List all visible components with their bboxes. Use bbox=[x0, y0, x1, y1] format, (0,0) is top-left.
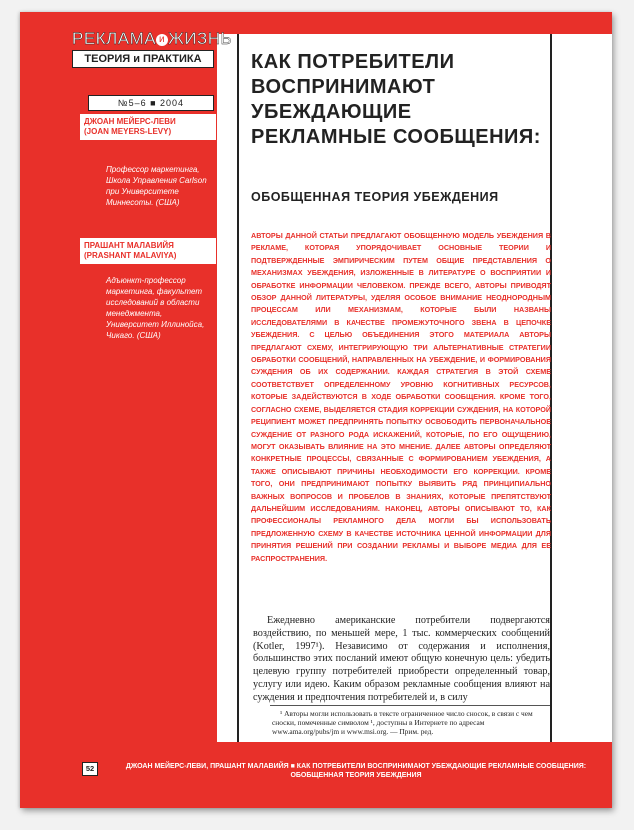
logo-word-1: РЕКЛАМА bbox=[72, 29, 157, 48]
author-2-box bbox=[80, 238, 216, 264]
author-1-name: ДЖОАН МЕЙЕРС-ЛЕВИ (JOAN MEYERS-LEVY) bbox=[84, 117, 176, 136]
article-title: КАК ПОТРЕБИТЕЛИ ВОСПРИНИМАЮТ УБЕЖДАЮЩИЕ РЕКЛАМНЫЕ СООБЩЕНИЯ: bbox=[251, 51, 541, 148]
footnote-divider bbox=[270, 705, 550, 706]
article-body: Ежедневно американские потребители подвергаются воздействию, по меньшей мере, 1 тыс. коммерческих сообщений (Kotler, 1997¹). Независимо от содержания и исполнения, большинство этих посланий имеют общую конечную цель: убедить целевую группу потребителей приобрести определенный товар, услугу или идею. Каким образом рекламные сообщения влияют на суждения и предпочтения потребителей и, в силу bbox=[253, 615, 550, 703]
logo-word-2: ЖИЗНЬ bbox=[168, 29, 233, 48]
running-footer: ДЖОАН МЕЙЕРС-ЛЕВИ, ПРАШАНТ МАЛАВИЙЯ ■ КАК ПОТРЕБИТЕЛИ ВОСПРИНИМАЮТ УБЕЖДАЮЩИЕ РЕКЛАМНЫЕ СООБЩЕНИЯ: ОБОБЩЕННАЯ ТЕОРИЯ УБЕЖДЕНИЯ bbox=[125, 763, 587, 779]
article-subtitle: ОБОБЩЕННАЯ ТЕОРИЯ УБЕЖДЕНИЯ bbox=[251, 190, 499, 204]
article-abstract: АВТОРЫ ДАННОЙ СТАТЬИ ПРЕДЛАГАЮТ ОБОБЩЕННУЮ МОДЕЛЬ УБЕЖДЕНИЯ В РЕКЛАМЕ, КОТОРАЯ УПОРЯДОЧИВАЕТ ОСНОВНЫЕ ТЕОРИИ И ПОДТВЕРЖДЕННЫЕ ЭМПИРИЧЕСКИМ ПУТЕМ ОБЩИЕ ПРЕДСТАВЛЕНИЯ О МЕХАНИЗМАХ УБЕЖДЕНИЯ, ИЗЛОЖЕННЫЕ В ЛИТЕРАТУРЕ О ВОСПРИЯТИИ И ОБРАБОТКЕ ИНФОРМАЦИИ ЧЕЛОВЕКОМ. ПРЕЖДЕ ВСЕГО, АВТОРЫ ПРИВОДЯТ ОБЗОР ДАННОЙ ЛИТЕРАТУРЫ, УДЕЛЯЯ ОСОБОЕ ВНИМАНИЕ НЕОДНОРОДНЫМ ПРОЦЕССАМ ИЛИ МЕХАНИЗМАМ, КОТОРЫЕ БЫЛИ НАЗВАНЫ ИССЛЕДОВАТЕЛЯМИ В КАЧЕСТВЕ ПРОМЕЖУТОЧНОГО ЗВЕНА В ЦЕПОЧКЕ УБЕЖДЕНИЯ. С ЦЕЛЬЮ ОБЪЕДИНЕНИЯ ЭТОГО МАТЕРИАЛА АВТОРЫ ПРЕДЛАГАЮТ СХЕМУ, ИНТЕГРИРУЮЩУЮ ТРИ АЛЬТЕРНАТИВНЫЕ СТРАТЕГИИ ОБРАБОТКИ СООБЩЕНИЙ, НАПРАВЛЕННЫХ НА УБЕЖДЕНИЕ, И ФОРМИРОВАНИЯ СУЖДЕНИЯ ОБ ИХ СОДЕРЖАНИИ. КАЖДАЯ СТРАТЕГИЯ В ЭТОЙ СХЕМЕ СООТВЕТСТВУЕТ ОПРЕДЕЛЕННОМУ УРОВНЮ КОГНИТИВНЫХ РЕСУРСОВ, КОТОРЫЕ ЗАДЕЙСТВУЮТСЯ В ХОДЕ ОБРАБОТКИ СООБЩЕНИЯ. КРОМЕ ТОГО, СОГЛАСНО СХЕМЕ, ВЫДЕЛЯЕТСЯ СТАДИЯ КОРРЕКЦИИ СУЖДЕНИЯ, НА КОТОРОЙ РЕЦИПИЕНТ МОЖЕТ ПРЕДПРИНЯТЬ ПОПЫТКУ ОСВОБОДИТЬ ПЕРВОНАЧАЛЬНОЕ СУЖДЕНИЕ ОТ РАЗНОГО РОДА ИСКАЖЕНИЙ, КОТОРЫЕ, ПО ЕГО ОЩУЩЕНИЮ, МОГУТ ОКАЗЫВАТЬ ВЛИЯНИЕ НА ЭТО МНЕНИЕ. ДАЛЕЕ АВТОРЫ ОПРЕДЕЛЯЮТ КОНКРЕТНЫЕ ПРОЦЕССЫ, СВЯЗАННЫЕ С ФОРМИРОВАНИЕМ УБЕЖДЕНИЯ, А ТАКЖЕ ОПИСЫВАЮТ ПРИЧИНЫ НЕОБХОДИМОСТИ ЕГО КОРРЕКЦИИ. КРОМЕ ТОГО, ОНИ ПРЕДПРИНИМАЮТ ПОПЫТКУ ВЫЯВИТЬ РЯД ПРИНЦИПИАЛЬНО ВАЖНЫХ ВОПРОСОВ И ПРОБЕЛОВ В ЗНАНИЯХ, КОТОРЫЕ ПРЕПЯТСТВУЮТ ДАЛЬНЕЙШИМ ИССЛЕДОВАНИЯМ. НАКОНЕЦ, АВТОРЫ ОПИСЫВАЮТ ТО, КАК ПРОФЕССИОНАЛЫ РЕКЛАМНОГО ДЕЛА МОГЛИ БЫ ИСПОЛЬЗОВАТЬ ПРЕДЛОЖЕННУЮ СХЕМУ В КАЧЕСТВЕ ИСТОЧНИКА ЦЕННОЙ ИНФОРМАЦИИ ДЛЯ ПРИНЯТИЯ РЕШЕНИЙ ПРИ СОЗДАНИИ РЕКЛАМЫ И ВЫБОРЕ МЕДИА ДЛЯ ЕЕ РАСПРОСТРАНЕНИЯ. bbox=[251, 231, 551, 563]
logo-title bbox=[72, 29, 233, 48]
author-1-affiliation: Профессор маркетинга, Школа Управления Carlson при Университете Миннесоты. (США) bbox=[106, 165, 207, 207]
author-2-name: ПРАШАНТ МАЛАВИЙЯ (PRASHANT MALAVIYA) bbox=[84, 241, 177, 260]
author-2-affiliation: Адъюнкт-профессор маркетинга, факультет исследований в области менеджмента, Университет Иллинойса, Чикаго. (США) bbox=[106, 276, 205, 340]
logo-subtitle: ТЕОРИЯ и ПРАКТИКА bbox=[72, 50, 214, 68]
magazine-logo bbox=[72, 29, 233, 68]
magazine-page bbox=[20, 12, 612, 808]
issue-number: №5–6 ■ 2004 bbox=[88, 95, 214, 111]
footnote: ¹ Авторы могли использовать в тексте ограниченное число сносок, в связи с чем сноски, помеченные символом ¹, доступны в Интернете по адресам www.ama.org/pubs/jm и www.msi.org. — Прим. ред. bbox=[272, 709, 533, 737]
page-number: 52 bbox=[82, 762, 98, 776]
logo-conjunction: и bbox=[156, 34, 168, 46]
author-1-box bbox=[80, 114, 216, 140]
